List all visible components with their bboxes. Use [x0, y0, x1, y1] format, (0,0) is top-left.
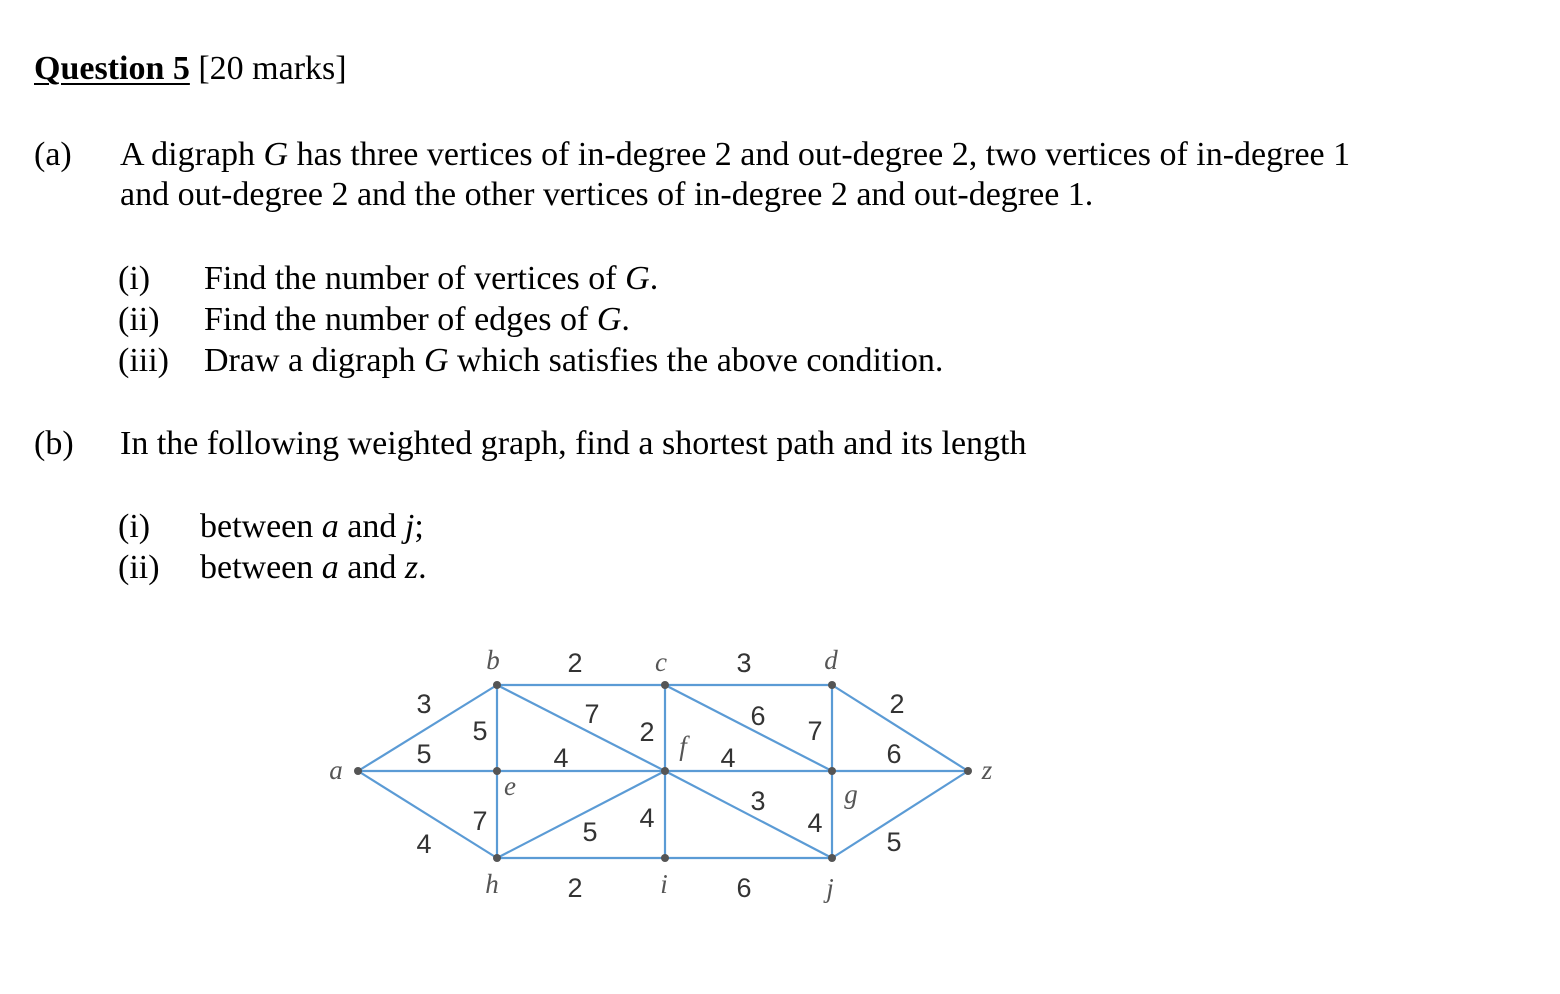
vertex-label-f: f: [679, 731, 687, 761]
vertex-a: [354, 767, 362, 775]
part-b-item-pre: between: [200, 508, 322, 545]
edge-weight-b-e: 5: [472, 716, 488, 747]
part-a-item-post: .: [649, 260, 659, 297]
edge-weight-e-f: 4: [553, 743, 569, 774]
vertex-label-d: d: [824, 645, 838, 675]
edge-weight-b-c: 2: [567, 648, 583, 679]
vertex-label-h: h: [485, 869, 499, 899]
vertex-c: [661, 681, 669, 689]
edge-weight-d-z: 2: [889, 689, 905, 720]
vertex-g: [828, 767, 836, 775]
part-b-item-pre: between: [200, 549, 322, 586]
vertex-e: [493, 767, 501, 775]
part-b-item-num: (ii): [118, 549, 160, 586]
edge-weight-a-e: 5: [416, 739, 432, 770]
part-a-item-var: G: [596, 301, 622, 338]
question-marks: [20 marks]: [198, 50, 347, 87]
part-a-item-post: which satisfies the above condition.: [448, 342, 944, 379]
part-b-item-mid: and: [338, 549, 405, 586]
vertex-label-j: j: [826, 873, 834, 903]
part-b-item-var2: j: [404, 508, 415, 545]
part-a-item-pre: Find the number of vertices of: [204, 260, 626, 297]
vertex-label-e: e: [504, 771, 516, 801]
part-a-line-2: and out-degree 2 and the other vertices of in-degree 2 and out-degree 1.: [120, 176, 1094, 213]
edge-weight-f-g: 4: [720, 743, 736, 774]
edge-weight-f-j: 3: [750, 786, 766, 817]
part-a-line-1-pre: A digraph: [120, 136, 264, 173]
vertex-h: [493, 854, 501, 862]
part-a-item-post: .: [621, 301, 630, 338]
edge-weight-g-z: 6: [886, 739, 902, 770]
part-b-item-mid: and: [338, 508, 405, 545]
part-a-item-num: (iii): [118, 342, 169, 379]
vertex-label-b: b: [486, 645, 500, 675]
part-b-item-var1: a: [321, 549, 339, 586]
vertex-label-i: i: [660, 869, 668, 899]
vertex-label-a: a: [329, 755, 343, 785]
edge-weight-a-h: 4: [416, 829, 432, 860]
edge-weight-g-j: 4: [807, 808, 823, 839]
part-b-tag: (b): [34, 425, 74, 462]
vertex-z: [964, 767, 972, 775]
edge-weight-i-j: 6: [736, 873, 752, 904]
part-b-item-var2: z: [404, 549, 419, 586]
part-a-tag: (a): [34, 136, 72, 173]
edge-weight-d-g: 7: [807, 716, 823, 747]
question-label: Question 5: [34, 50, 190, 87]
vertex-d: [828, 681, 836, 689]
edge-weight-a-b: 3: [416, 689, 432, 720]
edge-weight-c-d: 3: [736, 648, 752, 679]
part-a-item-num: (i): [118, 260, 151, 297]
part-b-item-var1: a: [321, 508, 339, 545]
edge-weight-c-f: 2: [639, 717, 655, 748]
vertex-label-c: c: [655, 647, 667, 677]
part-b-line-1: In the following weighted graph, find a shortest path and its length: [120, 425, 1027, 462]
edge-weight-e-h: 7: [472, 806, 488, 837]
edge-weight-h-i: 2: [567, 873, 583, 904]
edge-weight-j-z: 5: [886, 827, 902, 858]
vertex-i: [661, 854, 669, 862]
part-b-item-post: ;: [414, 508, 424, 545]
edge-weight-b-f: 7: [584, 699, 600, 730]
edge-weight-f-i: 4: [639, 803, 655, 834]
part-a-item-num: (ii): [118, 301, 160, 338]
part-b-item-num: (i): [118, 508, 151, 545]
edge-weight-c-g: 6: [750, 701, 766, 732]
part-a-line-1-post: has three vertices of in-degree 2 and out-degree 2, two vertices of in-degree 1: [288, 136, 1351, 173]
edge-weight-f-h: 5: [582, 817, 598, 848]
part-a-item-var: G: [625, 260, 650, 297]
part-a-item-pre: Draw a digraph: [204, 342, 424, 379]
vertex-label-z: z: [981, 755, 993, 785]
part-b-item-post: .: [418, 549, 427, 586]
part-a-item-var: G: [423, 342, 449, 379]
part-a-line-1-var: G: [263, 136, 289, 173]
part-a-item-pre: Find the number of edges of: [204, 301, 597, 338]
vertex-b: [493, 681, 501, 689]
vertex-f: [661, 767, 669, 775]
vertex-j: [828, 854, 836, 862]
vertex-label-g: g: [844, 779, 858, 809]
